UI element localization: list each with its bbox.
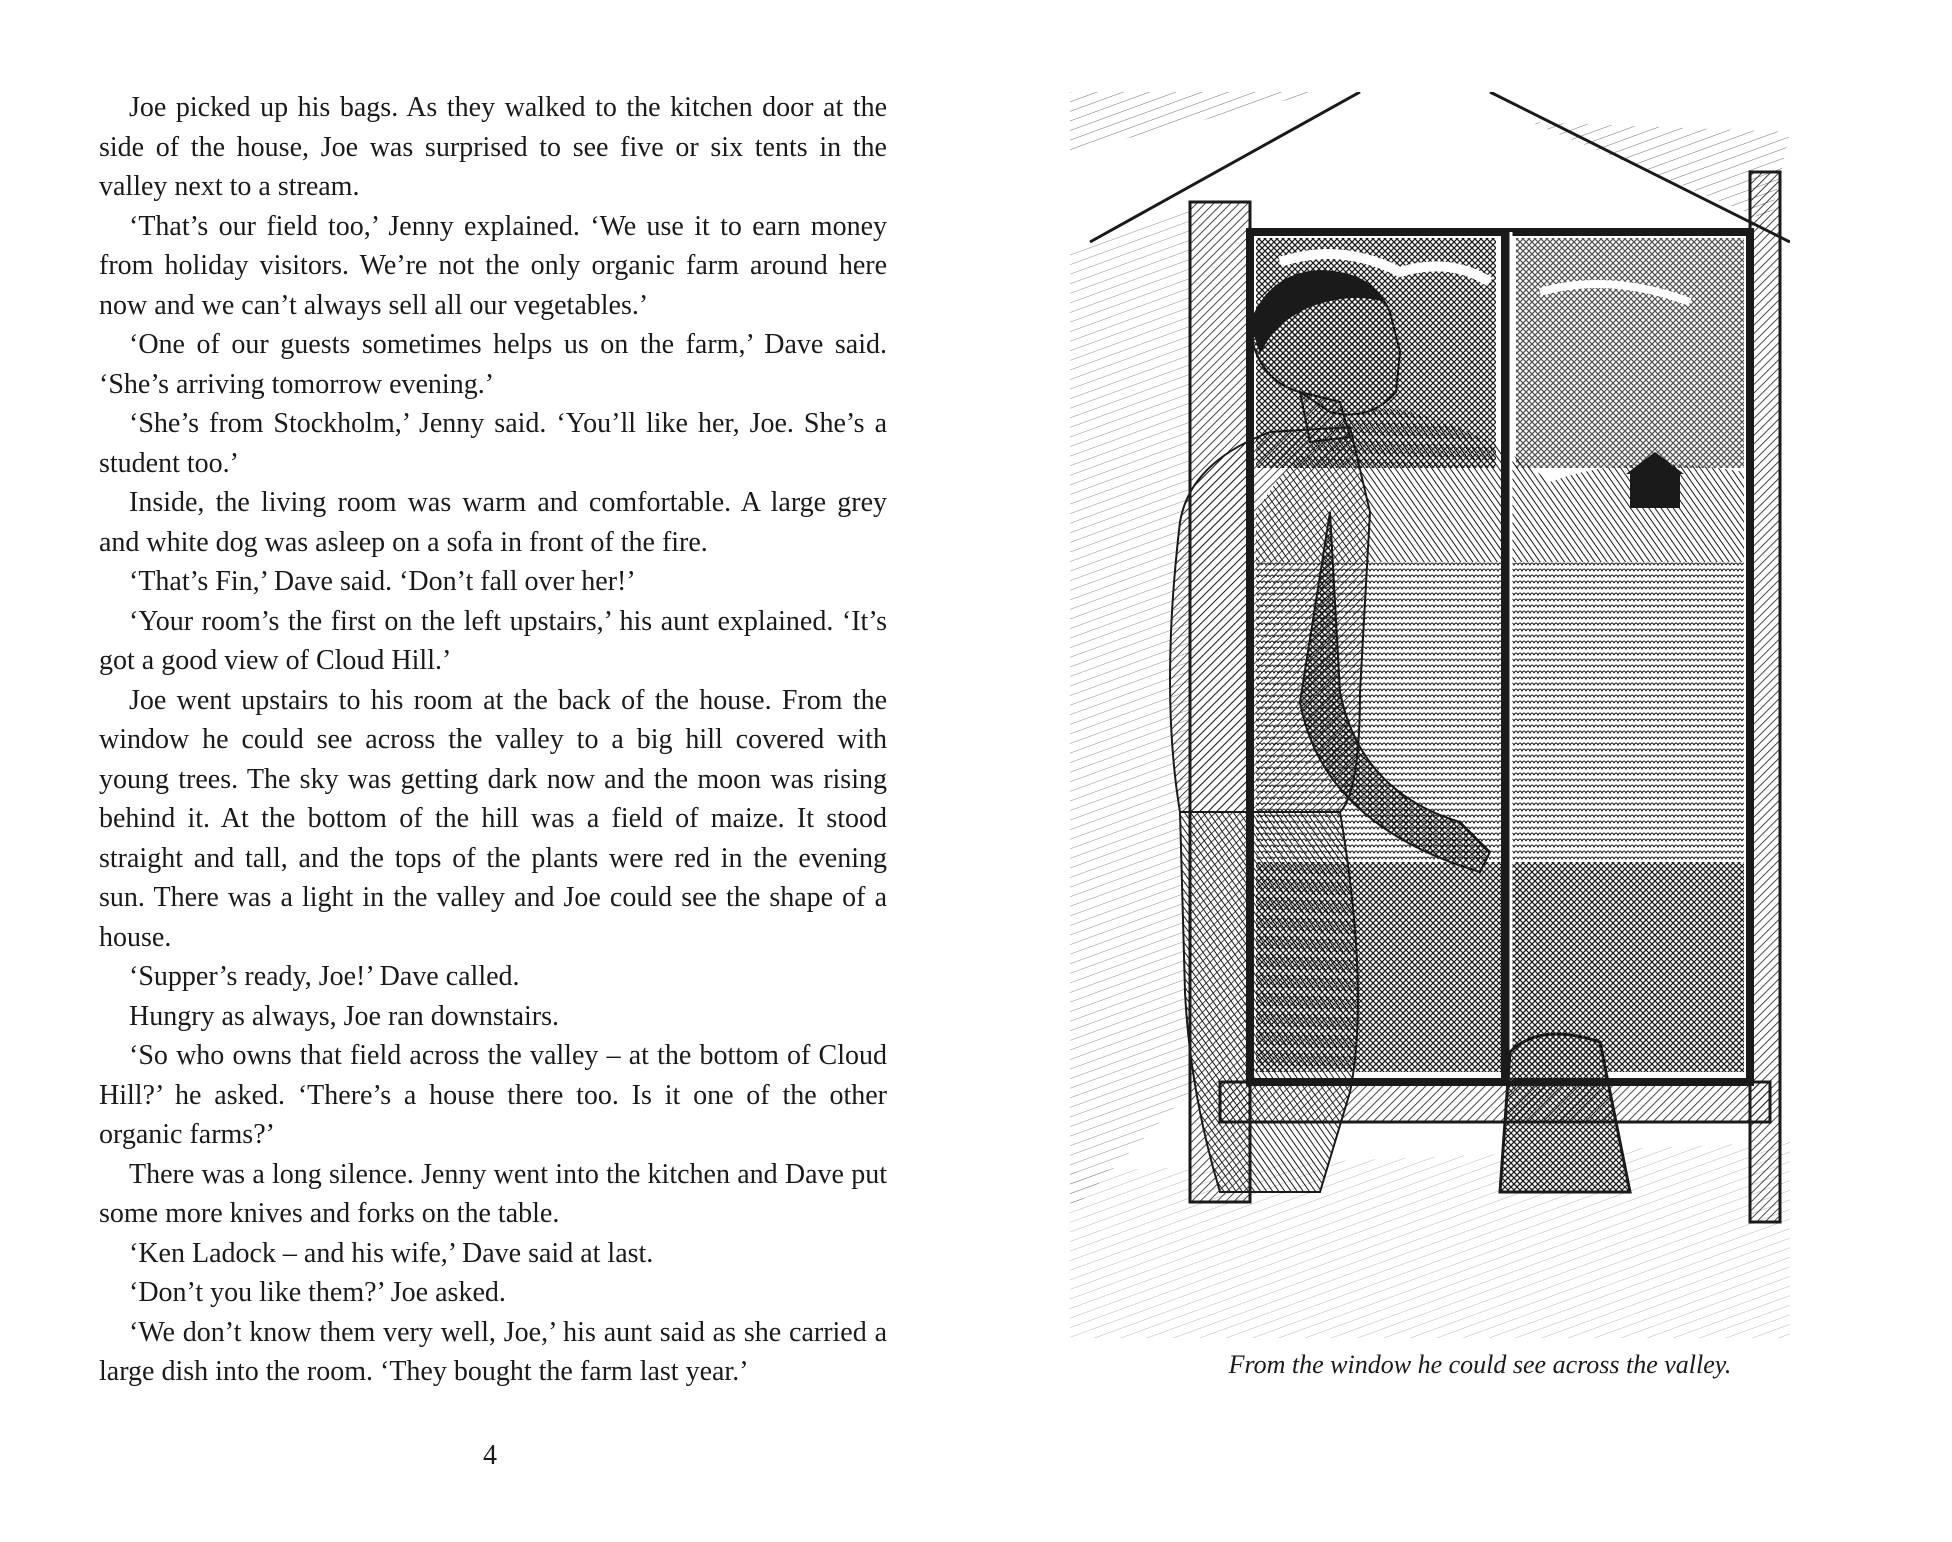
paragraph: ‘Ken Ladock – and his wife,’ Dave said at last.: [129, 1237, 654, 1269]
paragraph: Joe went upstairs to his room at the back of the house. From the window he could see across the valley to a big hill covered with young trees. The sky was getting dark now and the moon was rising behind it. At the bottom of the hill was a field of maize. It stood straight and tall, and the tops of the plants were red in the evening sun. There was a light in the valley and Joe could see the shape of a house.: [99, 684, 887, 953]
paragraph: Inside, the living room was warm and comfortable. A large grey and white dog was asleep on a sofa in front of the fire.: [99, 487, 887, 558]
page-number: 4: [483, 1440, 497, 1471]
paragraph: ‘So who owns that field across the valley – at the bottom of Cloud Hill?’ he asked. ‘There’s a house there too. Is it one of the other organic farms?’: [99, 1040, 887, 1150]
paragraph: ‘We don’t know them very well, Joe,’ his aunt said as she carried a large dish into the room. ‘They bought the farm last year.’: [99, 1316, 887, 1387]
paragraph: ‘She’s from Stockholm,’ Jenny said. ‘You’ll like her, Joe. She’s a student too.’: [99, 408, 887, 479]
paragraph: There was a long silence. Jenny went into the kitchen and Dave put some more knives and forks on the table.: [99, 1158, 887, 1229]
body-text: [99, 88, 887, 1392]
illustration-drawing: [1070, 92, 1790, 1338]
paragraph: ‘Don’t you like them?’ Joe asked.: [129, 1277, 506, 1308]
paragraph: ‘One of our guests sometimes helps us on the farm,’ Dave said. ‘She’s arriving tomorrow evening.’: [99, 329, 887, 400]
paragraph: Hungry as always, Joe ran downstairs.: [129, 1000, 560, 1032]
paragraph: ‘That’s our field too,’ Jenny explained. ‘We use it to earn money from holiday visitors. We’re not the only organic farm around here now and we can’t always sell all our vegetables.’: [99, 210, 887, 321]
paragraph: Joe picked up his bags. As they walked to the kitchen door at the side of the house, Joe was surprised to see five or six tents in the valley next to a stream.: [99, 92, 887, 202]
paragraph: ‘Your room’s the first on the left upstairs,’ his aunt explained. ‘It’s got a good view of Cloud Hill.’: [99, 605, 887, 676]
illustration-caption: From the window he could see across the valley.: [1228, 1350, 1732, 1379]
illustration: [1070, 92, 1790, 1338]
paragraph: ‘That’s Fin,’ Dave said. ‘Don’t fall over her!’: [129, 566, 636, 597]
paragraph: ‘Supper’s ready, Joe!’ Dave called.: [129, 961, 520, 992]
